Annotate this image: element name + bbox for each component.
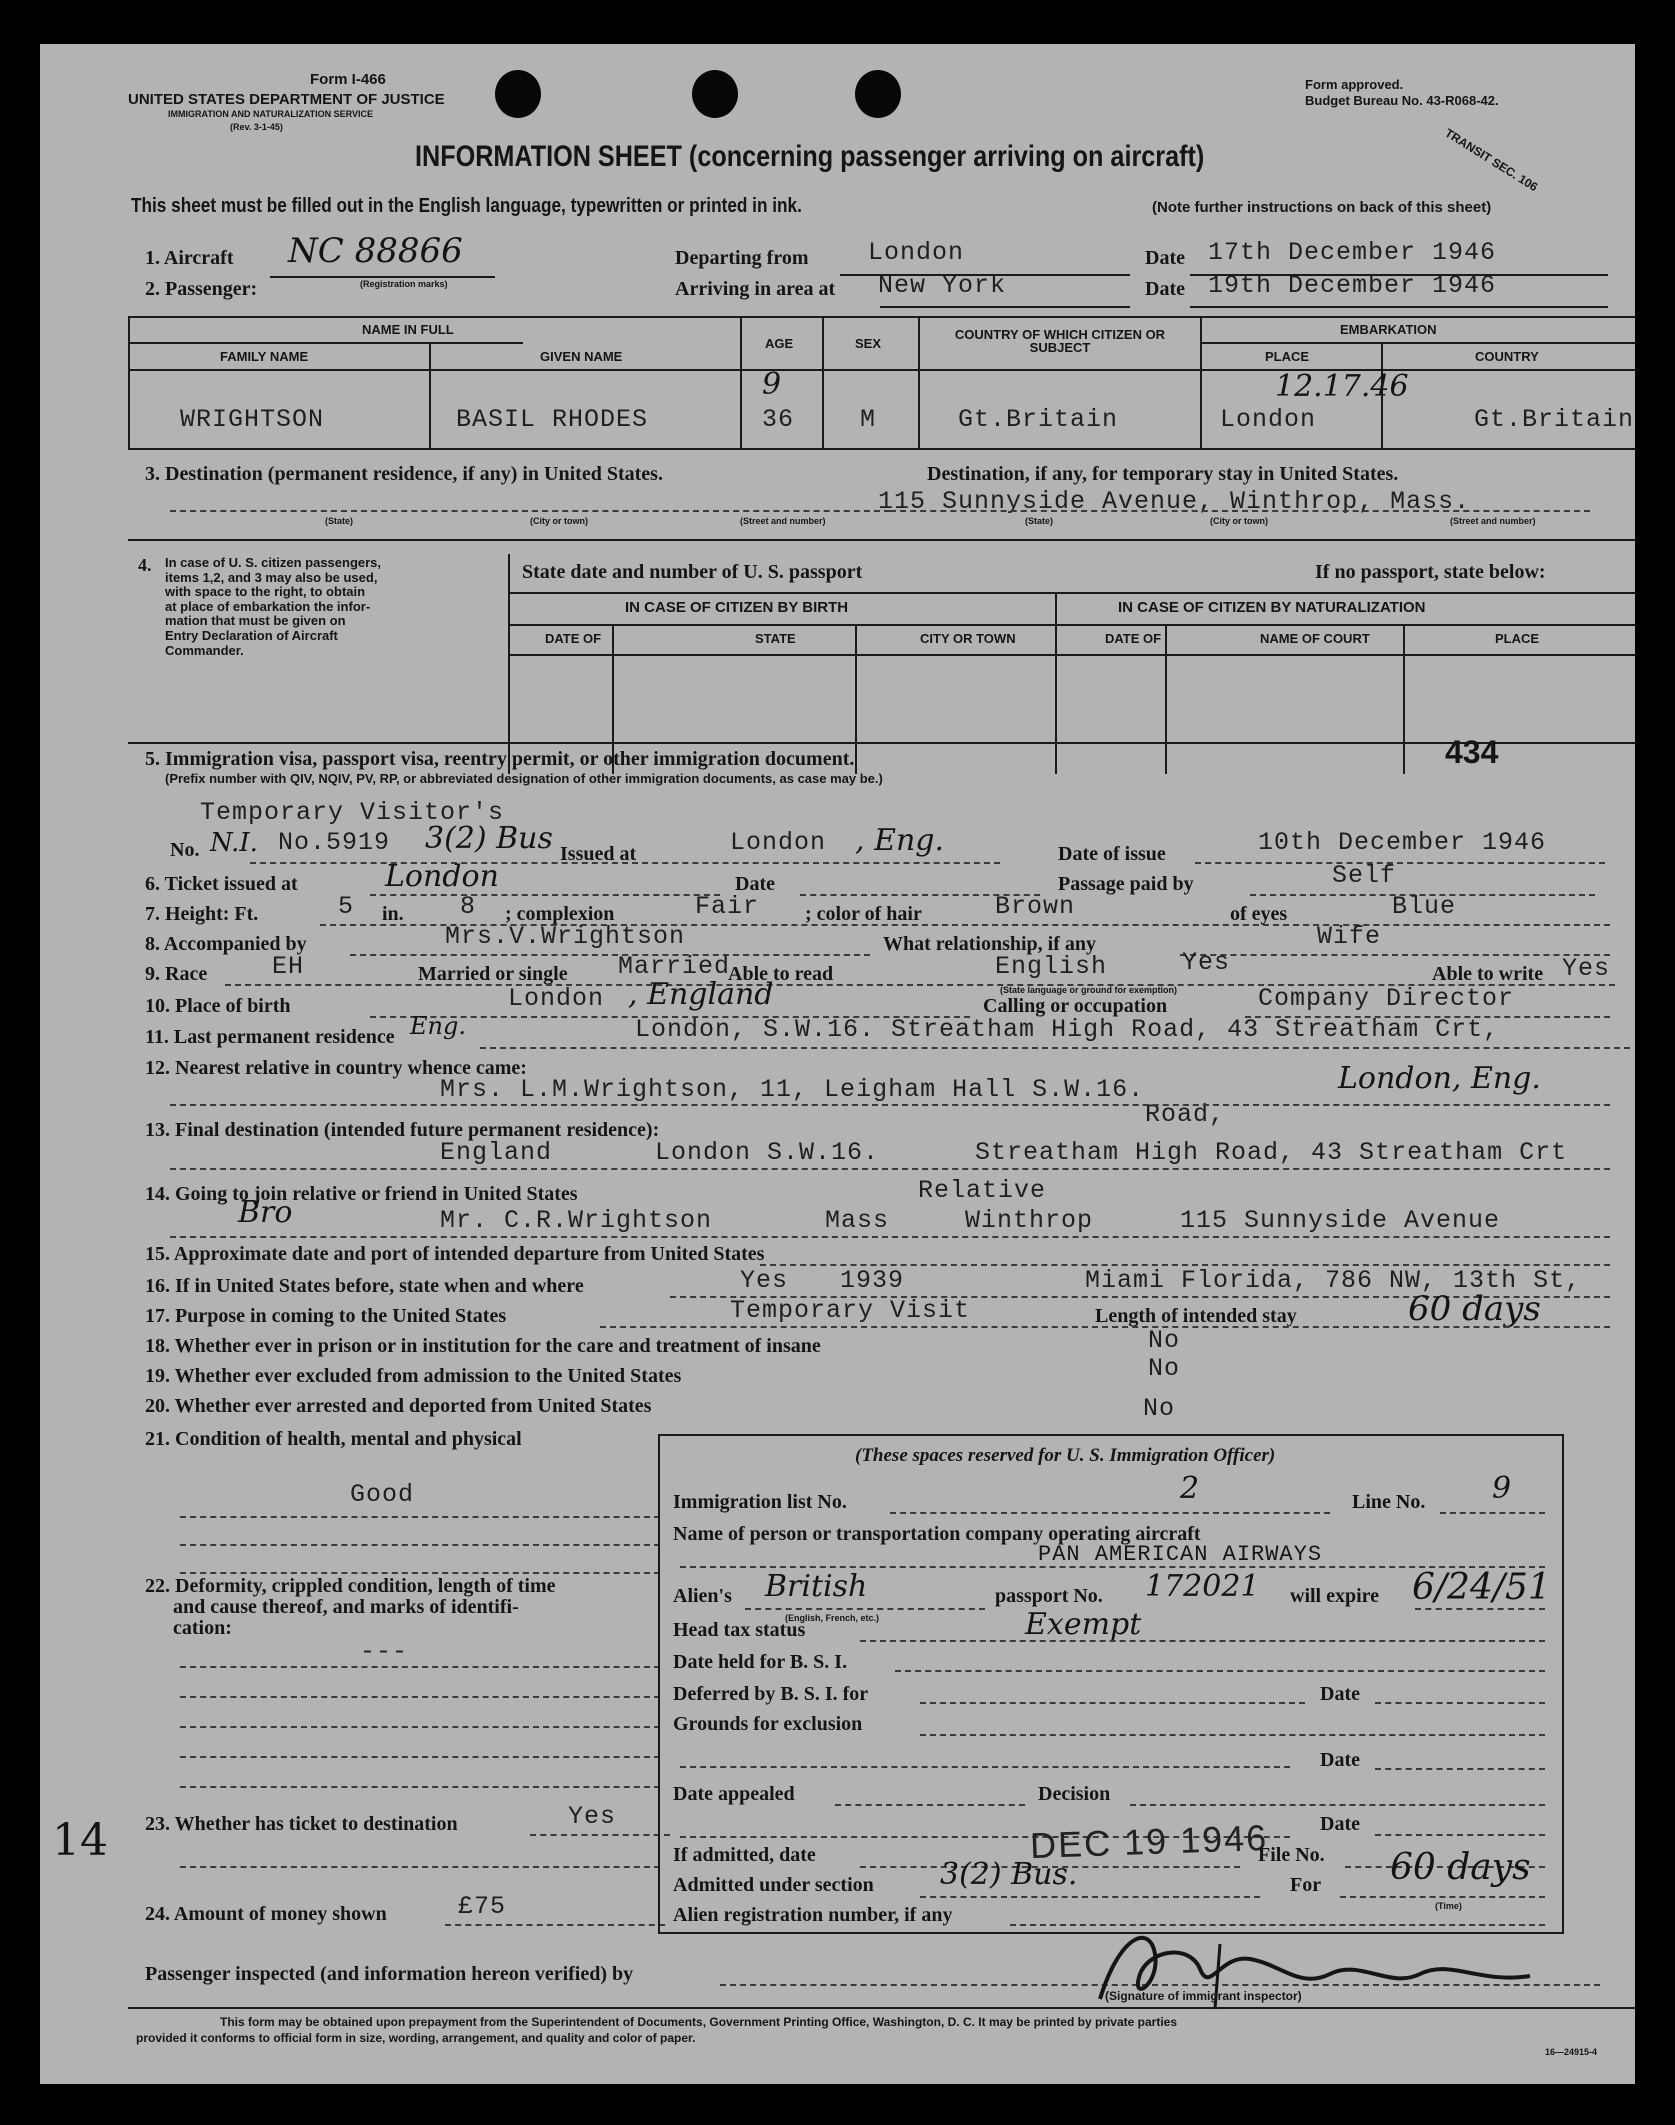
- read-yes: Yes: [1182, 948, 1231, 977]
- accompanied-label: 8. Accompanied by: [145, 933, 307, 955]
- caption-city-2: (City or town): [1210, 516, 1268, 526]
- punch-hole: [692, 70, 738, 118]
- occupation-value: Company Director: [1258, 984, 1515, 1013]
- write-label: Able to write: [1432, 963, 1544, 985]
- passport-no-handwritten: 172021: [1145, 1569, 1260, 1604]
- form-approved: Form approved.: [1305, 77, 1404, 92]
- race-value: EH: [272, 952, 305, 981]
- birthplace-value: London: [508, 984, 605, 1013]
- sex-value: M: [860, 405, 877, 434]
- operator-label: Name of person or transportation company operating aircraft: [673, 1523, 1201, 1545]
- instruction: This sheet must be filled out in the English language, typewritten or printed in ink.: [131, 195, 802, 217]
- caption-state-2: (State): [1025, 516, 1054, 526]
- officer-header: (These spaces reserved for U. S. Immigration Officer): [855, 1445, 1276, 1466]
- arrive-date-label: Date: [1145, 278, 1185, 300]
- immigration-list-value: 2: [1180, 1471, 1200, 1506]
- expire-handwritten: 6/24/51: [1412, 1567, 1551, 1608]
- department: UNITED STATES DEPARTMENT OF JUSTICE: [128, 91, 445, 108]
- height-ft: 5: [338, 892, 355, 921]
- appealed-label: Date appealed: [673, 1783, 795, 1805]
- section-handwritten: 3(2) Bus.: [940, 1857, 1078, 1892]
- money-label: 24. Amount of money shown: [145, 1903, 387, 1925]
- age-value: 36: [762, 405, 795, 434]
- purpose-value: Temporary Visit: [730, 1296, 971, 1325]
- row4-note: In case of U. S. citizen passengers, items 1,2, and 3 may also be used, with space to the right, to obtain at place of embarkation the infor- mation that must be given on Entry Declaration of Aircraft Commander.: [165, 555, 382, 658]
- health-label: 21. Condition of health, mental and physical: [145, 1428, 522, 1450]
- final-destination-label: 13. Final destination (intended future permanent residence):: [145, 1119, 660, 1141]
- departing-value: London: [868, 238, 965, 267]
- place-value: London: [1220, 405, 1317, 434]
- admitted-stamp: DEC 19 1946: [1029, 1816, 1269, 1867]
- embarkation-header: EMBARKATION: [1340, 322, 1437, 337]
- for-label: For: [1290, 1874, 1322, 1896]
- aircraft-label: 1. Aircraft: [145, 247, 234, 269]
- height-label: 7. Height: Ft.: [145, 903, 259, 925]
- visa-class-handwritten: 3(2) Bus: [425, 821, 553, 856]
- deferred-date-label: Date: [1320, 1683, 1360, 1705]
- immigration-list-label: Immigration list No.: [673, 1491, 847, 1513]
- accompanied-value: Mrs.V.Wrightson: [445, 922, 686, 951]
- relationship-label: What relationship, if any: [883, 933, 1096, 955]
- join-street: 115 Sunnyside Avenue: [1180, 1206, 1501, 1235]
- revision: (Rev. 3-1-45): [230, 122, 283, 132]
- birth-state-header: STATE: [755, 631, 796, 646]
- decision-label: Decision: [1038, 1783, 1111, 1805]
- signature-caption: (Signature of immigrant inspector): [1105, 1989, 1302, 2003]
- ticket-label: 6. Ticket issued at: [145, 873, 298, 895]
- page-title: INFORMATION SHEET (concerning passenger arriving on aircraft): [415, 140, 1205, 173]
- embark-country-value: Gt.Britain: [1474, 405, 1635, 434]
- file-no-label: File No.: [1258, 1844, 1325, 1866]
- operator-value: PAN AMERICAN AIRWAYS: [1038, 1542, 1323, 1567]
- birth-date-header: DATE OF: [545, 631, 602, 646]
- alien-registration-label: Alien registration number, if any: [673, 1904, 953, 1926]
- citizen-value: Gt.Britain: [958, 405, 1119, 434]
- no-prefix: No.: [170, 839, 200, 861]
- grounds-date-label: Date: [1320, 1749, 1360, 1771]
- occupation-label: Calling or occupation: [983, 995, 1168, 1017]
- age-mark: 9: [762, 367, 782, 402]
- aliens-label: Alien's: [673, 1585, 732, 1607]
- caption-street-2: (Street and number): [1450, 516, 1536, 526]
- punch-hole: [495, 70, 541, 118]
- join-relative-label: 14. Going to join relative or friend in United States: [145, 1183, 578, 1205]
- given-name-header: GIVEN NAME: [540, 349, 623, 364]
- passenger-label: 2. Passenger:: [145, 278, 258, 300]
- height-in: 8: [460, 892, 477, 921]
- deferred-label: Deferred by B. S. I. for: [673, 1683, 869, 1705]
- prison-value: No: [1148, 1326, 1181, 1355]
- stay-label: Length of intended stay: [1095, 1305, 1297, 1327]
- citizen-naturalization-header: IN CASE OF CITIZEN BY NATURALIZATION: [1118, 599, 1426, 616]
- ticket-destination-value: Yes: [568, 1802, 617, 1831]
- admitted-label: If admitted, date: [673, 1844, 816, 1866]
- excluded-label: 19. Whether ever excluded from admission to the United States: [145, 1365, 682, 1387]
- issued-at-value: London: [730, 828, 827, 857]
- decision-date-label: Date: [1320, 1813, 1360, 1835]
- ticket-value: London: [385, 859, 499, 894]
- line-label: Line No.: [1352, 1491, 1426, 1513]
- deformity-value: ---: [360, 1637, 409, 1666]
- join-relative-handwritten: Bro: [238, 1195, 293, 1230]
- citizen-birth-header: IN CASE OF CITIZEN BY BIRTH: [625, 599, 849, 616]
- punch-hole: [855, 70, 901, 118]
- nat-date-header: DATE OF: [1105, 631, 1162, 646]
- join-state: Mass: [825, 1206, 890, 1235]
- race-label: 9. Race: [145, 963, 208, 985]
- stay-handwritten: 60 days: [1408, 1289, 1541, 1329]
- form-number: Form I-466: [310, 71, 386, 88]
- depart-date-label: Date: [1145, 247, 1185, 269]
- last-residence-value: London, S.W.16. Streatham High Road, 43 Streatham Crt,: [635, 1015, 1500, 1044]
- row4-number: 4.: [138, 555, 152, 575]
- name-in-full-header: NAME IN FULL: [362, 322, 454, 337]
- nearest-relative-value: Mrs. L.M.Wrightson, 11, Leigham Hall S.W.16.: [440, 1075, 1145, 1104]
- us-passport-label: State date and number of U. S. passport: [522, 561, 863, 583]
- complexion-label: ; complexion: [505, 903, 615, 925]
- ticket-destination-label: 23. Whether has ticket to destination: [145, 1813, 458, 1835]
- document-number: 434: [1445, 734, 1499, 770]
- head-tax-handwritten: Exempt: [1025, 1607, 1142, 1642]
- eyes-label: of eyes: [1230, 903, 1288, 925]
- country-col-header: COUNTRY: [1475, 349, 1539, 364]
- us-before-place: Miami Florida, 786 NW, 13th St,: [1085, 1266, 1582, 1295]
- prison-label: 18. Whether ever in prison or in institution for the care and treatment of insane: [145, 1335, 821, 1357]
- fine-print-2: provided it conforms to official form in size, wording, arrangement, and quality and color of paper.: [136, 2031, 696, 2045]
- aliens-handwritten: British: [765, 1569, 868, 1604]
- arrive-date-value: 19th December 1946: [1208, 271, 1497, 300]
- service: IMMIGRATION AND NATURALIZATION SERVICE: [168, 109, 373, 119]
- deported-label: 20. Whether ever arrested and deported from United States: [145, 1395, 652, 1417]
- section-label: Admitted under section: [673, 1874, 874, 1896]
- family-name-header: FAMILY NAME: [220, 349, 309, 364]
- for-handwritten: 60 days: [1390, 1847, 1531, 1888]
- grounds-label: Grounds for exclusion: [673, 1713, 863, 1735]
- depart-date-value: 17th December 1946: [1208, 238, 1497, 267]
- note: (Note further instructions on back of this sheet): [1152, 199, 1492, 216]
- nearest-relative-handwritten: London, Eng.: [1338, 1061, 1541, 1096]
- passage-paid-label: Passage paid by: [1058, 873, 1194, 895]
- final-city: London S.W.16.: [655, 1138, 880, 1167]
- fine-print-1: This form may be obtained upon prepayment from the Superintendent of Documents, Government Printing Office, Washington, D. C. It may be printed by private parties: [220, 2015, 1177, 2029]
- information-sheet: [40, 44, 1635, 2084]
- departure-label: 15. Approximate date and port of intended departure from United States: [145, 1243, 765, 1265]
- read-label: Able to read: [728, 963, 834, 985]
- relationship-value: Wife: [1317, 922, 1382, 951]
- head-tax-label: Head tax status: [673, 1619, 806, 1641]
- arriving-value: New York: [878, 271, 1007, 300]
- eyes-value: Blue: [1392, 892, 1457, 921]
- date-of-issue-label: Date of issue: [1058, 843, 1166, 865]
- registration-caption: (Registration marks): [360, 279, 448, 289]
- passport-no-label: passport No.: [995, 1585, 1103, 1607]
- us-before-year: 1939: [840, 1266, 905, 1295]
- married-label: Married or single: [418, 963, 568, 985]
- row5-label: 5. Immigration visa, passport visa, reentry permit, or other immigration document.: [145, 748, 855, 770]
- no-passport-label: If no passport, state below:: [1315, 561, 1546, 583]
- caption-state: (State): [325, 516, 354, 526]
- transit-stamp: TRANSIT SEC. 106: [1442, 125, 1541, 195]
- language-value: English: [995, 952, 1108, 981]
- expire-label: will expire: [1290, 1585, 1380, 1607]
- write-yes: Yes: [1562, 954, 1611, 983]
- deported-value: No: [1143, 1394, 1176, 1423]
- place-header: PLACE: [1265, 349, 1310, 364]
- inspected-label: Passenger inspected (and information hereon verified) by: [145, 1963, 634, 1985]
- nearest-relative-label: 12. Nearest relative in country whence came:: [145, 1057, 527, 1079]
- married-value: Married: [618, 952, 731, 981]
- destination-label: 3. Destination (permanent residence, if any) in United States.: [145, 463, 663, 485]
- ticket-date-label: Date: [735, 873, 775, 895]
- complexion-value: Fair: [695, 892, 760, 921]
- arriving-label: Arriving in area at: [675, 278, 836, 300]
- age-header: AGE: [765, 336, 794, 351]
- budget-bureau: Budget Bureau No. 43-R068-42.: [1305, 93, 1499, 108]
- join-name: Mr. C.R.Wrightson: [440, 1206, 713, 1235]
- held-bsi-label: Date held for B. S. I.: [673, 1651, 848, 1673]
- country-header: COUNTRY OF WHICH CITIZEN OR SUBJECT: [954, 327, 1166, 355]
- join-relative-value: Relative: [918, 1176, 1047, 1205]
- birth-city-header: CITY OR TOWN: [920, 631, 1016, 646]
- money-value: £75: [458, 1892, 507, 1921]
- family-name-value: WRIGHTSON: [180, 405, 325, 434]
- embark-date: 12.17.46: [1275, 369, 1409, 404]
- passage-paid-value: Self: [1332, 861, 1397, 890]
- document-type: Temporary Visitor's: [200, 798, 505, 827]
- nat-court-header: NAME OF COURT: [1260, 631, 1370, 646]
- health-value: Good: [350, 1480, 415, 1509]
- departing-label: Departing from: [675, 247, 809, 269]
- aircraft-value: NC 88866: [288, 231, 463, 271]
- temp-destination-value: 115 Sunnyside Avenue, Winthrop, Mass.: [878, 487, 1471, 516]
- excluded-value: No: [1148, 1354, 1181, 1383]
- nat-place-header: PLACE: [1495, 631, 1540, 646]
- purpose-label: 17. Purpose in coming to the United States: [145, 1305, 507, 1327]
- caption-city: (City or town): [530, 516, 588, 526]
- aliens-caption: (English, French, etc.): [785, 1613, 880, 1623]
- birthplace-label: 10. Place of birth: [145, 995, 291, 1017]
- caption-street: (Street and number): [740, 516, 826, 526]
- us-before-label: 16. If in United States before, state when and where: [145, 1275, 584, 1297]
- nearest-relative-road: Road,: [1145, 1100, 1226, 1129]
- final-country: England: [440, 1138, 553, 1167]
- hair-label: ; color of hair: [805, 903, 922, 925]
- final-street: Streatham High Road, 43 Streatham Crt: [975, 1138, 1568, 1167]
- hair-value: Brown: [995, 892, 1076, 921]
- last-residence-label: 11. Last permanent residence: [145, 1026, 395, 1048]
- temp-destination-label: Destination, if any, for temporary stay in United States.: [927, 463, 1399, 485]
- line-value: 9: [1492, 1471, 1512, 1506]
- sex-header: SEX: [855, 336, 882, 351]
- margin-number: 14: [52, 1815, 108, 1866]
- join-city: Winthrop: [965, 1206, 1094, 1235]
- us-before-yes: Yes: [740, 1266, 789, 1295]
- given-name-value: BASIL RHODES: [456, 405, 649, 434]
- birthplace-handwritten: , England: [628, 977, 774, 1012]
- deformity-label: 22. Deformity, crippled condition, length of time and cause thereof, and marks of identifi- cation:: [145, 1575, 556, 1639]
- language-caption: (State language or ground for exemption): [1000, 985, 1178, 995]
- issued-at-handwritten: , Eng.: [855, 823, 945, 858]
- date-of-issue-value: 10th December 1946: [1258, 828, 1547, 857]
- height-in-label: in.: [382, 903, 404, 925]
- form-code: 16—24915-4: [1545, 2047, 1598, 2057]
- visa-number: No.5919: [278, 828, 391, 857]
- last-residence-handwritten: Eng.: [410, 1012, 466, 1040]
- no-handwritten: N.I.: [210, 828, 258, 858]
- issued-at-label: Issued at: [560, 843, 637, 865]
- row5-subtext: (Prefix number with QIV, NQIV, PV, RP, or abbreviated designation of other immigration documents, as case may be.): [165, 771, 883, 786]
- time-caption: (Time): [1435, 1901, 1462, 1911]
